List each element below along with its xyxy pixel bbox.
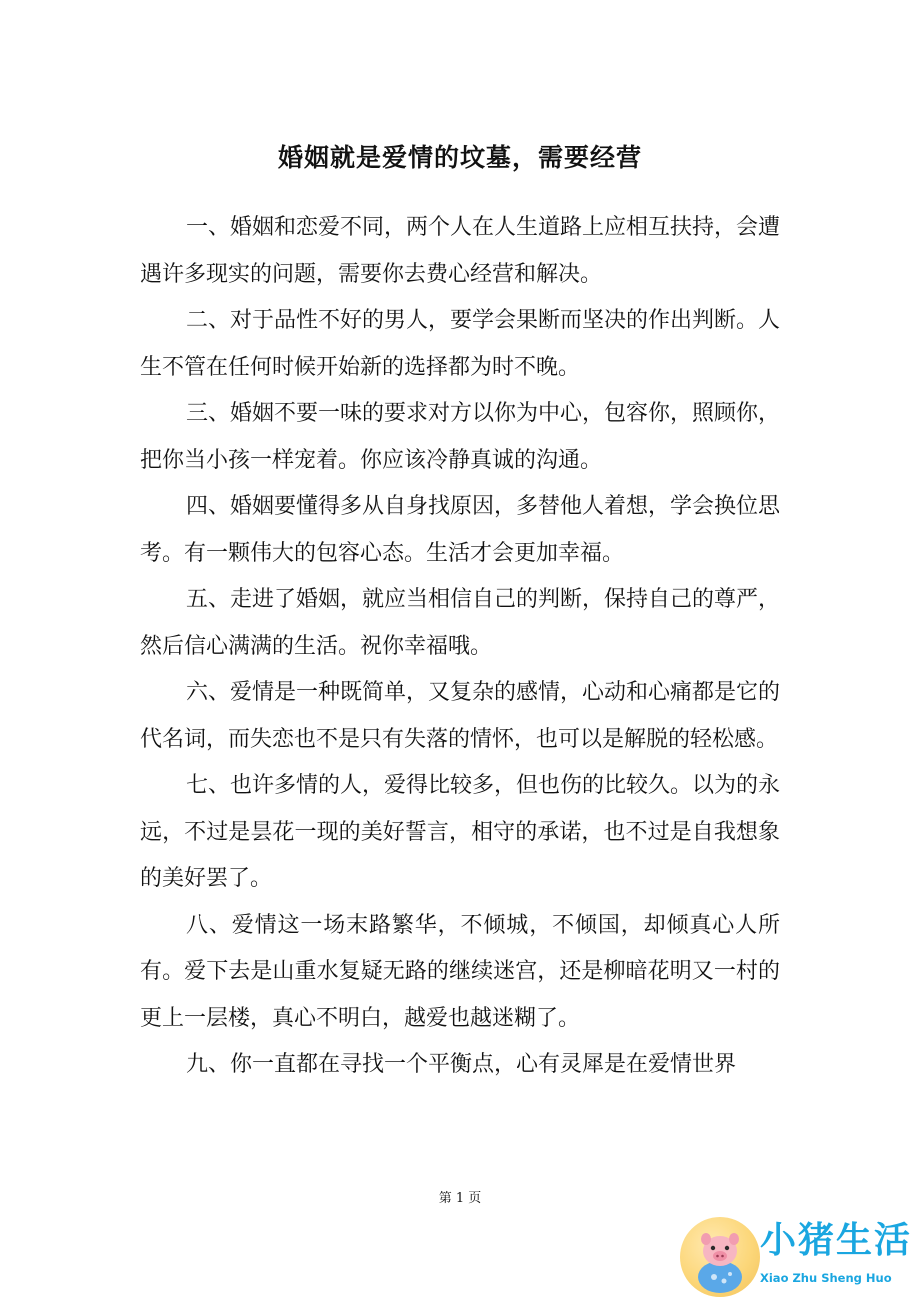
watermark-logo [680,1215,916,1299]
paragraph-7: 七、也许多情的人，爱得比较多，但也伤的比较久。以为的永远，不过是昙花一现的美好誓言，相守的承诺，也不过是自我想象的美好罢了。 [140,773,781,891]
paragraph-8: 八、爱情这一场末路繁华，不倾城，不倾国，却倾真心人所有。爱下去是山重水复疑无路的继续迷宫，还是柳暗花明又一村的更上一层楼，真心不明白，越爱也越迷糊了。 [140,912,780,1031]
document-body [140,205,780,1089]
paragraph-5: 五、走进了婚姻，就应当相信自己的判断，保持自己的尊严，然后信心满满的生活。祝你幸福哦。 [140,587,781,659]
pig-mascot-icon [680,1217,760,1297]
document-title: 婚姻就是爱情的坟墓，需要经营 [277,143,642,172]
brand-name-cn: 小猪生活 [760,1220,913,1261]
paragraph-6: 六、爱情是一种既简单，又复杂的感情，心动和心痛都是它的代名词，而失恋也不是只有失落的情怀，也可以是解脱的轻松感。 [140,680,781,752]
paragraph-4: 四、婚姻要懂得多从自身找原因，多替他人着想，学会换位思考。有一颗伟大的包容心态。生活才会更加幸福。 [140,494,781,566]
pig-mascot-drawing [680,1217,760,1297]
brand-name-en: Xiao Zhu Sheng Huo [760,1271,892,1285]
paragraph-9: 九、你一直都在寻找一个平衡点，心有灵犀是在爱情世界 [186,1052,737,1077]
paragraph-3: 三、婚姻不要一味的要求对方以你为中心，包容你，照顾你，把你当小孩一样宠着。你应该冷静真诚的沟通。 [140,401,781,473]
paragraph-1: 一、婚姻和恋爱不同，两个人在人生道路上应相互扶持，会遭遇许多现实的问题，需要你去费心经营和解决。 [140,215,781,287]
paragraph-2: 二、对于品性不好的男人，要学会果断而坚决的作出判断。人生不管在任何时候开始新的选择都为时不晚。 [140,308,781,380]
page-number: 第 1 页 [438,1191,482,1206]
